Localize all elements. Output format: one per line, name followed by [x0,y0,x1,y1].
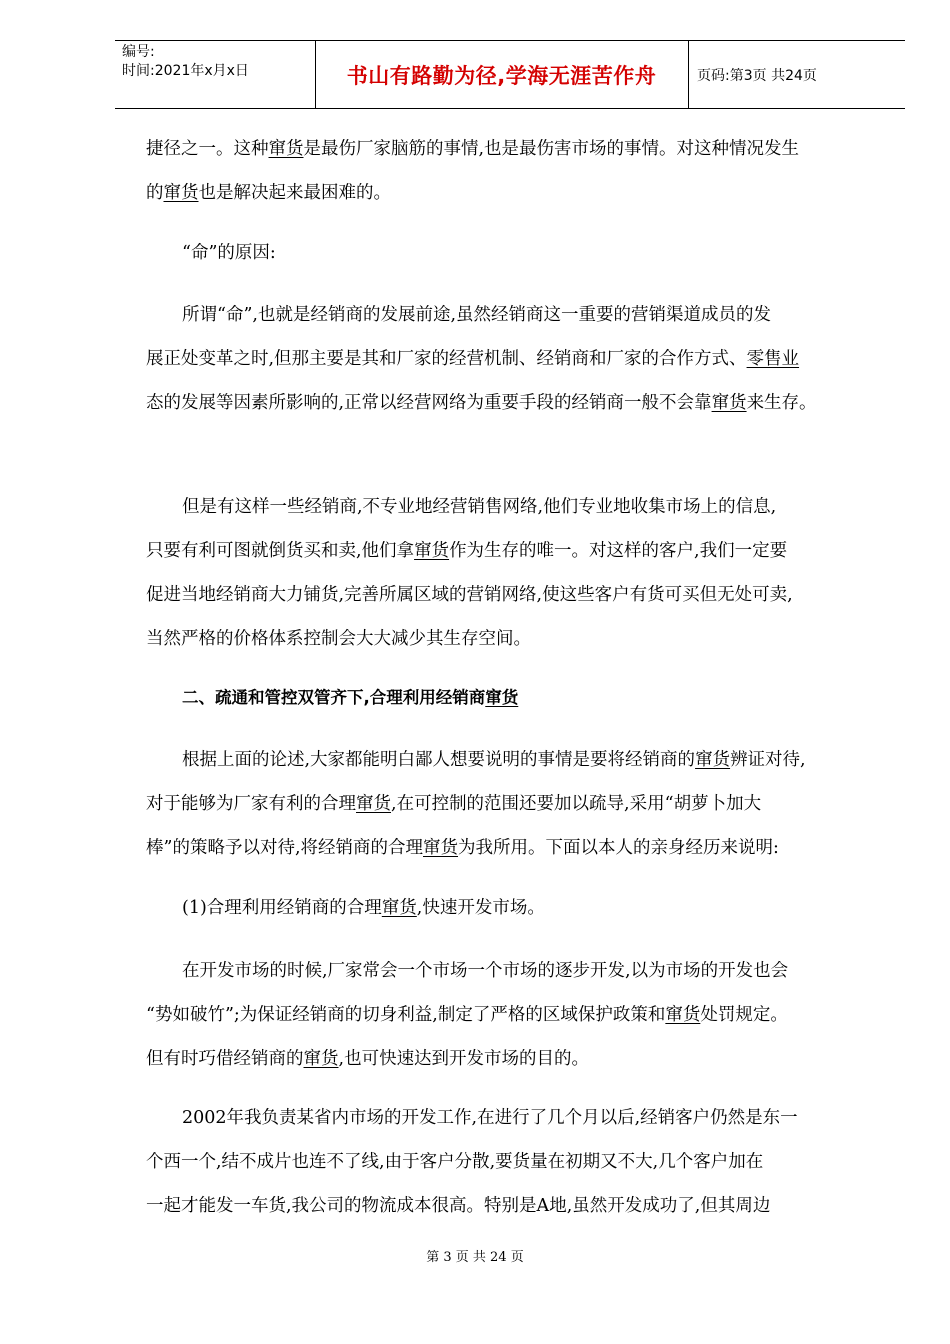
section-label: “命”的原因: [182,243,276,263]
paragraph [146,949,886,1081]
keyword-link: 窜货 [485,688,519,707]
page-footer: 第 3 页 共 24 页 [426,1250,524,1265]
text-line: 只要有利可图就倒货买和卖,他们拿窜货作为生存的唯一。对这样的客户,我们一定要 [146,541,788,561]
page-header [115,40,905,109]
text-line: 但是有这样一些经销商,不专业地经营销售网络,他们专业地收集市场上的信息, [182,497,777,517]
keyword-link: 窜货 [163,183,199,203]
keyword-link: 零售业 [746,349,800,369]
text-line: 捷径之一。这种窜货是最伤厂家脑筋的事情,也是最伤害市场的事情。对这种情况发生 [146,139,800,159]
paragraph [146,738,886,870]
paragraph [146,886,886,930]
keyword-link: 窜货 [423,838,459,858]
text-line: 根据上面的论述,大家都能明白鄙人想要说明的事情是要将经销商的窜货辨证对待, [182,750,806,770]
keyword-link: 窜货 [665,1005,701,1025]
paragraph [146,485,886,661]
keyword-link: 窜货 [303,1049,339,1069]
text-line: 在开发市场的时候,厂家常会一个市场一个市场的逐步开发,以为市场的开发也会 [182,961,789,981]
text-line: 2002年我负责某省内市场的开发工作,在进行了几个月以后,经销客户仍然是东一 [182,1108,798,1128]
paragraph [146,127,886,215]
text-line: 棒”的策略予以对待,将经销商的合理窜货为我所用。下面以本人的亲身经历来说明: [146,838,779,858]
text-line: (1)合理利用经销商的合理窜货,快速开发市场。 [182,898,545,918]
header-page-number: 页码:第3页 共24页 [697,67,817,84]
text-line: 的窜货也是解决起来最困难的。 [146,183,391,203]
text-line: 但有时巧借经销商的窜货,也可快速达到开发市场的目的。 [146,1049,590,1069]
text-line: 当然严格的价格体系控制会大大减少其生存空间。 [146,629,531,649]
header-page-cell [697,41,817,108]
text-line: 一起才能发一车货,我公司的物流成本很高。特别是A地,虽然开发成功了,但其周边 [146,1196,771,1216]
paragraph [146,293,886,425]
keyword-link: 窜货 [268,139,304,159]
keyword-link: 窜货 [711,393,747,413]
text-line: 促进当地经销商大力铺货,完善所属区域的营销网络,使这些客户有货可买但无处可卖, [146,585,793,605]
paragraph [146,231,886,275]
text-line: 个西一个,结不成片也连不了线,由于客户分散,要货量在初期又不大,几个客户加在 [146,1152,764,1172]
text-line: 所谓“命”,也就是经销商的发展前途,虽然经销商这一重要的营销渠道成员的发 [182,305,772,325]
paragraph [146,1096,886,1228]
doc-number-label: 编号: [122,44,155,60]
section-heading: 二、疏通和管控双管齐下,合理利用经销商窜货 [182,688,519,707]
text-line: 展正处变革之时,但那主要是其和厂家的经营机制、经销商和厂家的合作方式、零售业 [146,349,800,369]
header-motto-cell [315,41,688,108]
header-motto: 书山有路勤为径,学海无涯苦作舟 [346,63,657,88]
keyword-link: 窜货 [356,794,391,814]
keyword-link: 窜货 [381,898,417,918]
keyword-link: 窜货 [695,750,731,770]
header-divider [688,41,689,108]
text-line: “势如破竹”;为保证经销商的切身利益,制定了严格的区域保护政策和窜货处罚规定。 [146,1005,788,1025]
doc-time-label: 时间:2021年x月x日 [122,63,249,79]
text-line: 态的发展等因素所影响的,正常以经营网络为重要手段的经销商一般不会靠窜货来生存。 [146,393,817,413]
header-meta [122,43,312,81]
text-line: 对于能够为厂家有利的合理窜货,在可控制的范围还要加以疏导,采用“胡萝卜加大 [146,794,762,814]
keyword-link: 窜货 [414,541,450,561]
